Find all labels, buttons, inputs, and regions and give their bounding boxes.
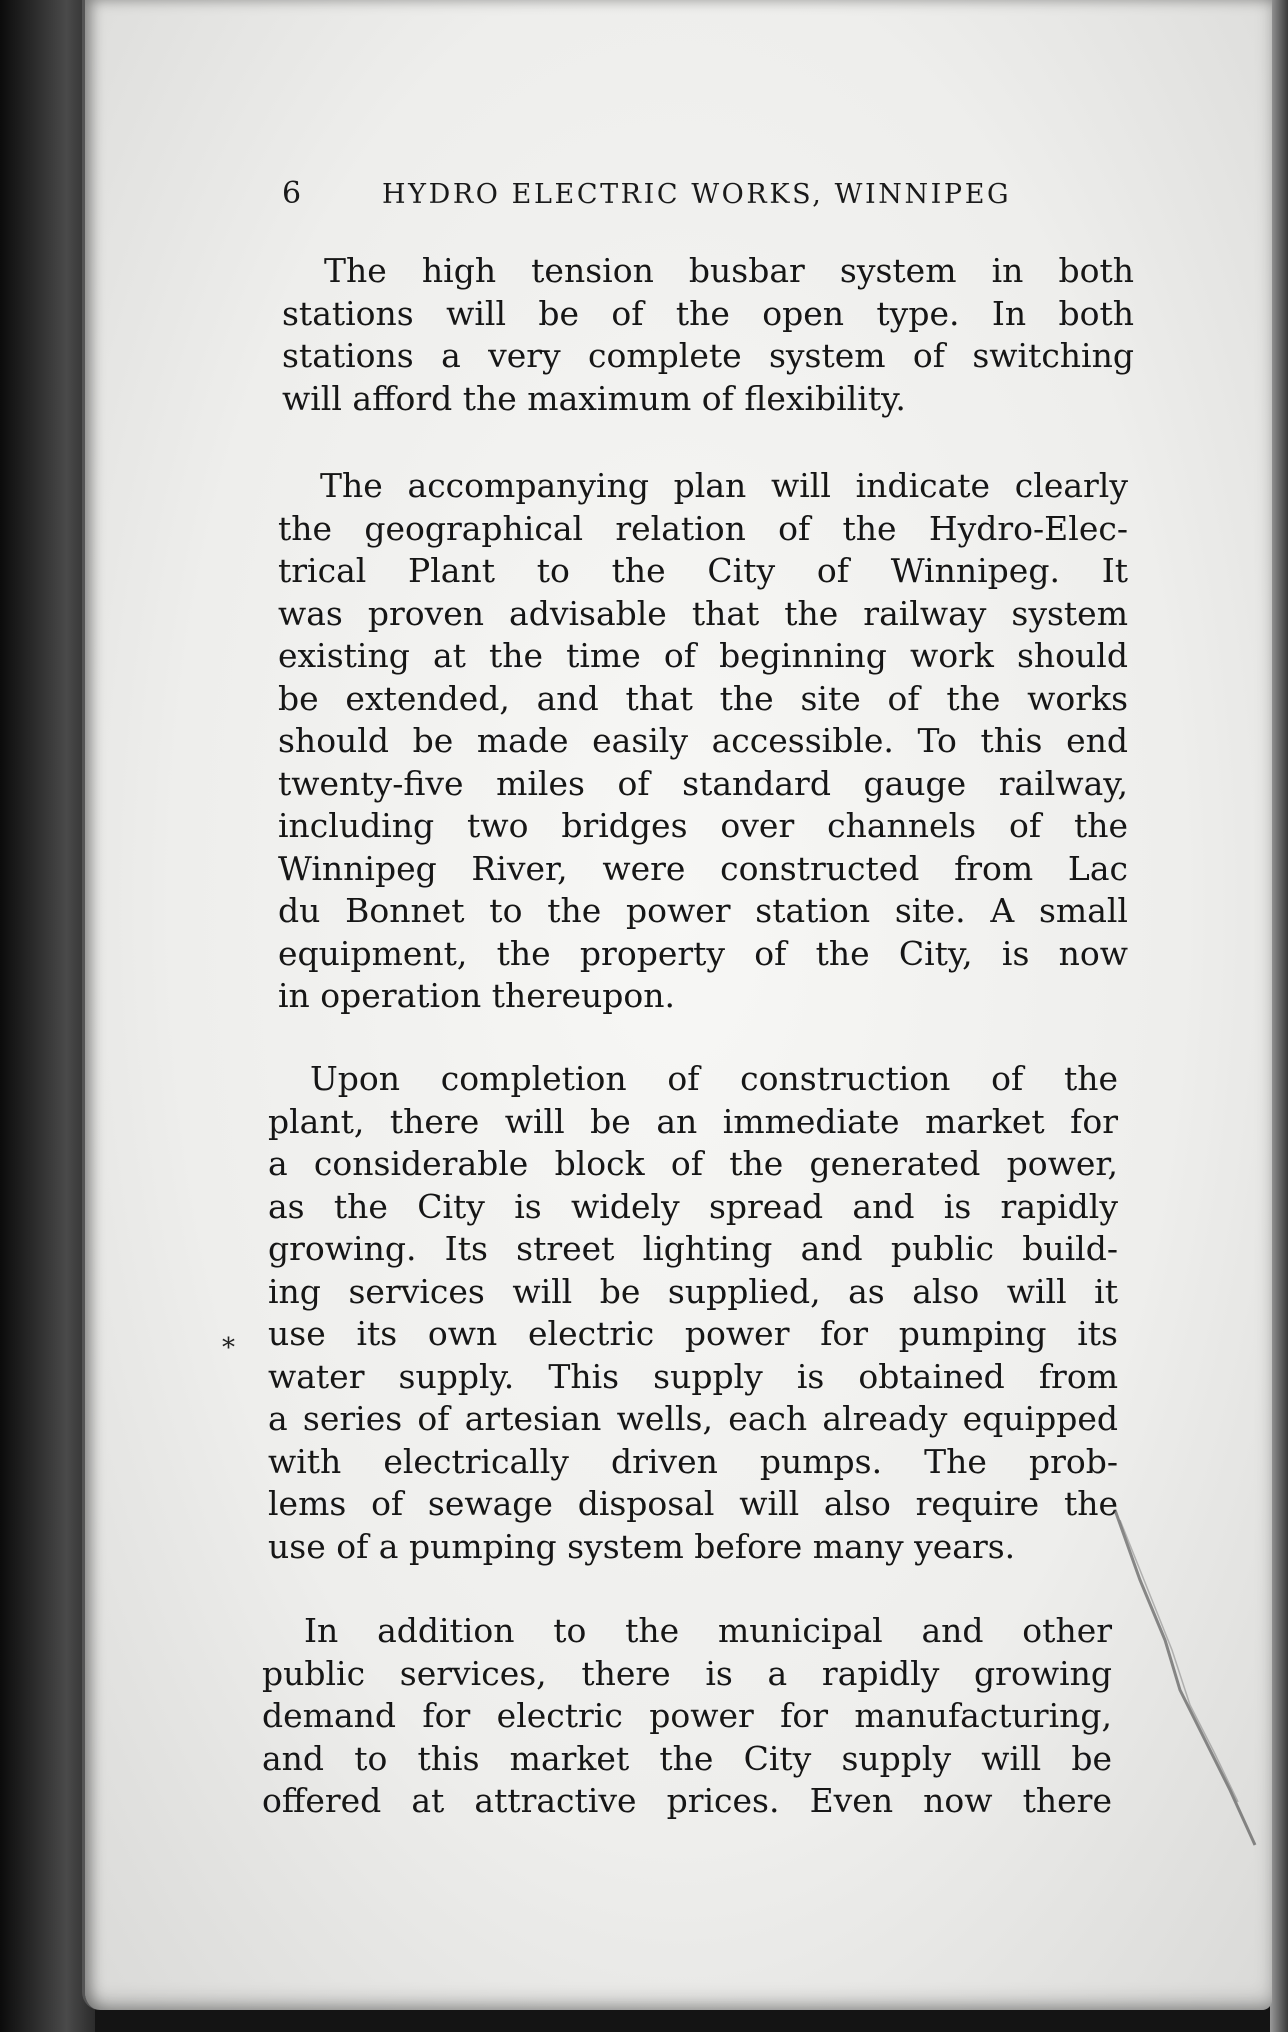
paragraph-plan [278,465,1128,1018]
text-line: water supply. This supply is obtained from [268,1356,1118,1396]
text-line: including two bridges over channels of the [278,806,1128,845]
text-line: equipment, the property of the City, is now [278,933,1128,973]
text-line: will afford the maximum of flexibility. [282,378,906,418]
text-line: and to this market the City supply will be [262,1738,1112,1778]
book-spine [0,0,95,2032]
text-line: trical Plant to the City of Winnipeg. It [278,551,1128,590]
text-line: stations a very complete system of switching [282,336,1134,375]
paragraph-market [268,1058,1118,1568]
text-line: should be made easily accessible. To this end [278,721,1128,760]
text-line: plant, there will be an immediate market for [268,1101,1118,1141]
text-line: existing at the time of beginning work should [278,636,1128,675]
text-line: use its own electric power for pumping its [268,1314,1118,1353]
text-line: public services, there is a rapidly growing [262,1653,1112,1693]
text-line: the geographical relation of the Hydro-Elec- [278,508,1128,548]
running-head: HYDRO ELECTRIC WORKS, WINNIPEG [382,179,1012,210]
text-line: Winnipeg River, were constructed from Lac [278,848,1128,888]
text-line: stations will be of the open type. In both [282,293,1134,333]
text-line: The accompanying plan will indicate clearly [320,466,1128,505]
page-header [282,176,1052,211]
margin-mark: * [222,1333,235,1363]
text-line: ing services will be supplied, as also will it [268,1271,1118,1311]
text-line: was proven advisable that the railway system [278,593,1128,633]
text-line: twenty-five miles of standard gauge railway, [278,763,1128,803]
text-line: demand for electric power for manufacturing, [262,1696,1112,1735]
text-line: The high tension busbar system in both [324,251,1134,290]
text-line: use of a pumping system before many years. [268,1526,1016,1566]
text-line: a considerable block of the generated power, [268,1144,1118,1183]
paragraph-busbar [282,250,1134,420]
text-line: with electrically driven pumps. The prob- [268,1441,1118,1481]
text-line: offered at attractive prices. Even now there [262,1781,1112,1820]
text-line: In addition to the municipal and other [304,1611,1112,1650]
text-line: du Bonnet to the power station site. A small [278,891,1128,930]
text-line: in operation thereupon. [278,976,676,1015]
text-line: a series of artesian wells, each already equipped [268,1399,1118,1438]
text-line: growing. Its street lighting and public build- [268,1229,1118,1268]
text-line: lems of sewage disposal will also require the [268,1484,1118,1523]
paragraph-manufacturing [262,1610,1112,1823]
page-number: 6 [282,176,304,211]
page-crease [1110,1490,1260,1850]
text-line: as the City is widely spread and is rapidly [268,1186,1118,1226]
page-edge [1270,0,1288,2032]
text-line: Upon completion of construction of the [310,1059,1118,1098]
text-line: be extended, and that the site of the works [278,678,1128,718]
